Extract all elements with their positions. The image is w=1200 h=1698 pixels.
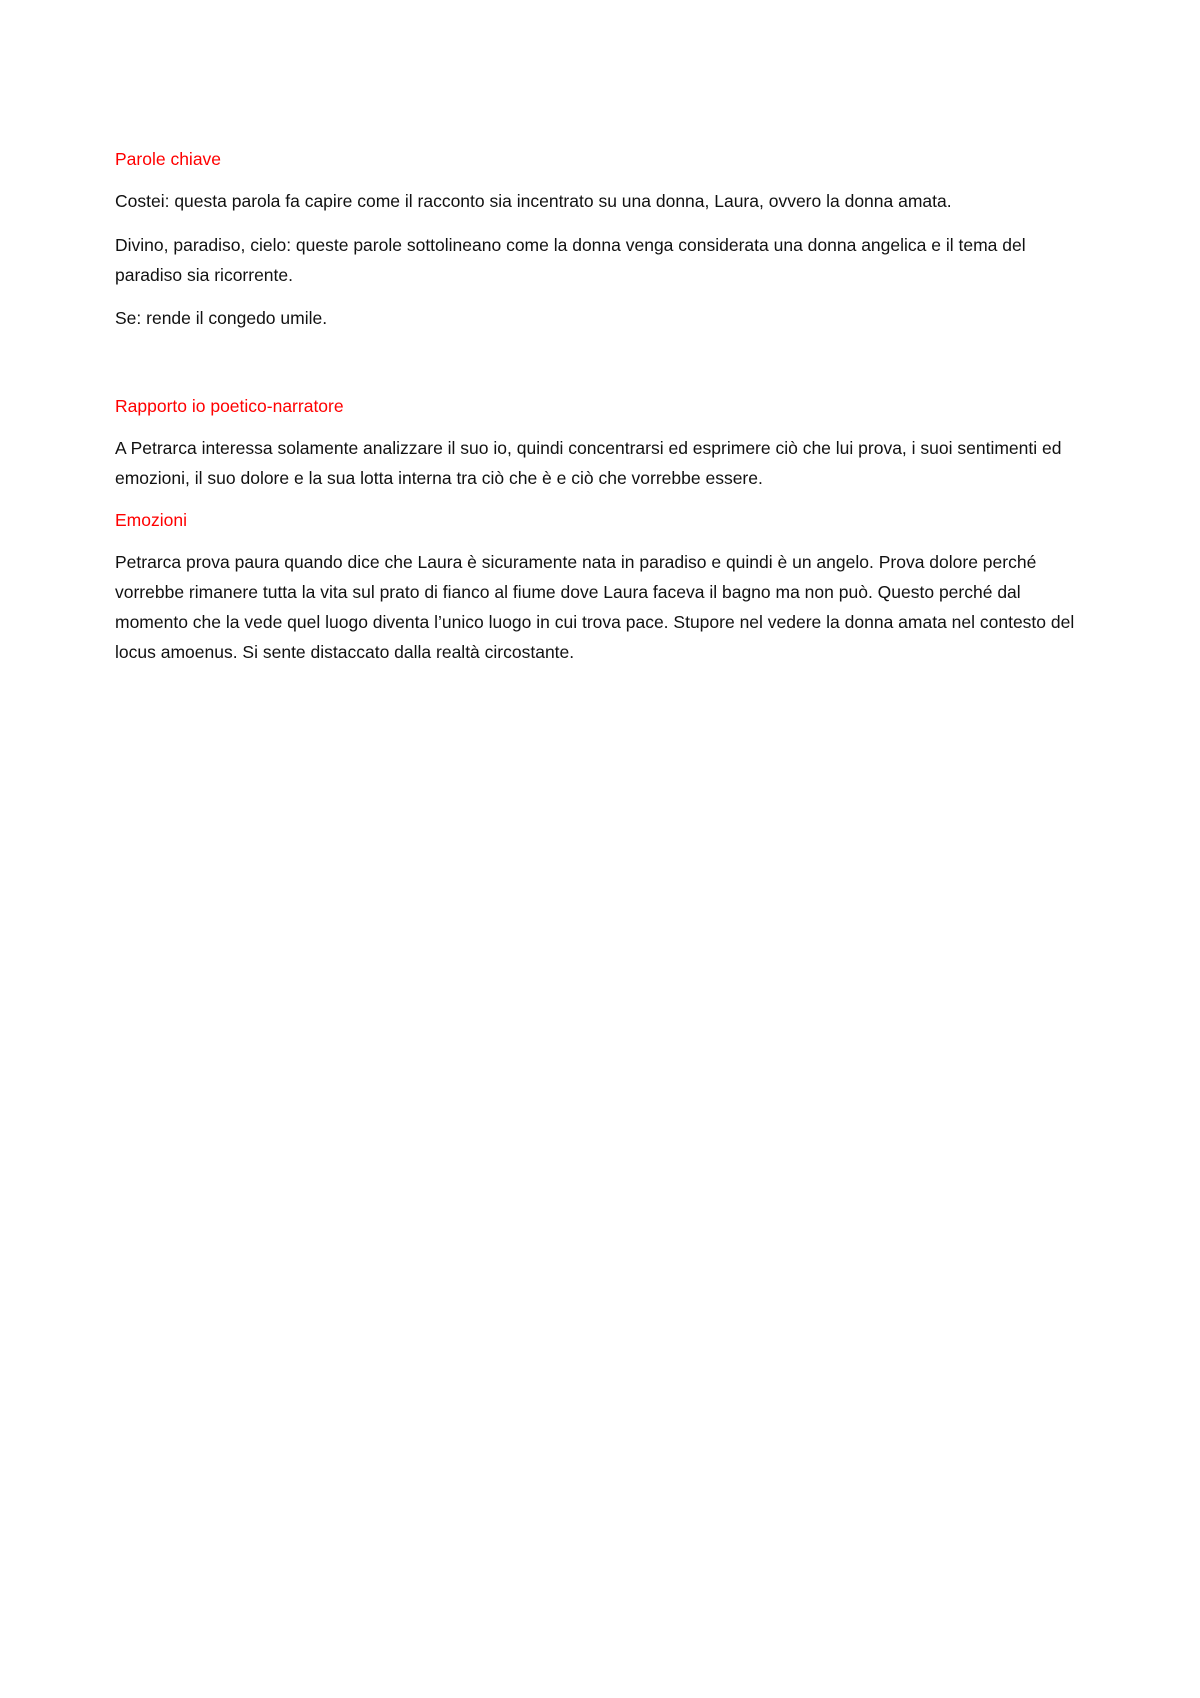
section-heading-parole-chiave: Parole chiave <box>115 149 222 169</box>
section-heading-emozioni: Emozioni <box>115 510 187 530</box>
paragraph-petrarca-io: A Petrarca interessa solamente analizzare il suo io, quindi concentrarsi ed esprimere ciò che lui prova, i suoi sentimenti ed emozioni, il suo dolore e la sua lotta interna tra ciò che è e ciò che vorrebbe essere. <box>115 438 1062 488</box>
document-body <box>115 144 1095 667</box>
paragraph-divino-paradiso-cielo: Divino, paradiso, cielo: queste parole sottolineano come la donna venga considerata una donna angelica e il tema del paradiso sia ricorrente. <box>115 235 1026 285</box>
section-heading-rapporto-io-poetico: Rapporto io poetico-narratore <box>115 396 344 416</box>
paragraph-se: Se: rende il congedo umile. <box>115 308 328 328</box>
paragraph-costei: Costei: questa parola fa capire come il racconto sia incentrato su una donna, Laura, ovvero la donna amata. <box>115 191 952 211</box>
paragraph-emozioni: Petrarca prova paura quando dice che Laura è sicuramente nata in paradiso e quindi è un angelo. Prova dolore perché vorrebbe rimanere tutta la vita sul prato di fianco al fiume dove Laura faceva il bagno ma non può. Questo perché dal momento che la vede quel luogo diventa l’unico luogo in cui trova pace. Stupore nel vedere la donna amata nel contesto del locus amoenus. Si sente distaccato dalla realtà circostante. <box>115 552 1075 662</box>
